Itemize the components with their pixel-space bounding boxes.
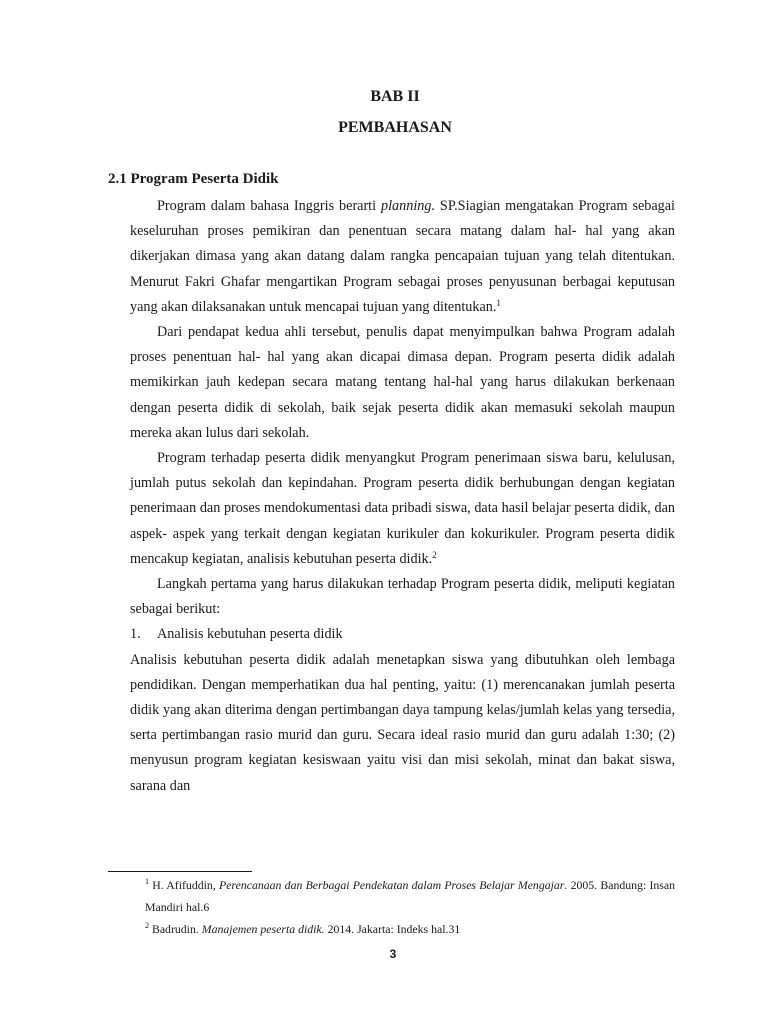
paragraph-text: Dari pendapat kedua ahli tersebut, penulis dapat menyimpulkan bahwa Program adalah proses penentuan hal- hal yang akan dicapai dimasa depan. Program peserta didik adalah memikirkan jauh kedepan secara matang tentang hal-hal yang harus dilakukan berkenaan dengan peserta didik di sekolah, baik sejak peserta didik akan memasuki sekolah maupun mereka akan lulus dari sekolah.: [130, 324, 675, 441]
footnote-mark: 2: [145, 921, 149, 930]
footnote-mark: 1: [145, 877, 149, 886]
footnote-2: [145, 918, 675, 940]
paragraph-text: Langkah pertama yang harus dilakukan terhadap Program peserta didik, meliputi kegiatan sebagai berikut:: [130, 576, 675, 618]
footnote-1: [145, 874, 675, 918]
list-number: 1.: [130, 626, 141, 643]
footnote-divider: [108, 871, 252, 872]
chapter-number: BAB II: [370, 88, 420, 105]
body-text: [130, 194, 675, 799]
footnote-reference[interactable]: 1: [496, 297, 501, 308]
footnote-text: 2014. Jakarta: Indeks hal.31: [324, 922, 461, 936]
paragraph: [130, 320, 675, 446]
list-body: Analisis kebutuhan peserta didik adalah menetapkan siswa yang dibutuhkan oleh lembaga pendidikan. Dengan memperhatikan dua hal penting, yaitu: (1) merencanakan jumlah peserta didik yang akan diterima dengan pertimbangan daya tampung kelas/jumlah kelas yang tersedia, serta pertimbangan rasio murid dan guru. Secara ideal rasio murid dan guru adalah 1:30; (2) menyusun program kegiatan kesiswaan yaitu visi dan misi sekolah, minat dan bakat siswa, sarana dan: [130, 651, 675, 794]
paragraph: [130, 446, 675, 572]
list-item: [130, 622, 675, 798]
paragraph-text: Program dalam bahasa Inggris berarti: [157, 198, 381, 214]
footnote-text: . 2005. Bandung: Insan Mandiri hal.6: [145, 878, 676, 914]
footnote-title: Manajemen peserta didik.: [201, 922, 325, 936]
section-title: 2.1 Program Peserta Didik: [108, 171, 279, 187]
footnote-text: Badrudin.: [149, 922, 202, 936]
footnotes: [145, 874, 675, 940]
paragraph: [130, 572, 675, 622]
chapter-title: PEMBAHASAN: [338, 119, 452, 136]
list-label: Analisis kebutuhan peserta didik: [157, 626, 343, 643]
page-number: 3: [389, 947, 397, 961]
paragraph: [130, 194, 675, 320]
footnote-reference[interactable]: 2: [432, 549, 437, 560]
footnote-text: H. Afifuddin,: [149, 878, 219, 892]
italic-term: planning.: [381, 198, 435, 214]
footnote-title: Perencanaan dan Berbagai Pendekatan dalam Proses Belajar Mengajar: [218, 878, 565, 892]
paragraph-text: SP.Siagian mengatakan Program sebagai keseluruhan proses pemikiran dan penentuan secara matang dalam hal- hal yang akan dikerjakan dimasa yang akan datang dalam rangka pencapaian tujuan yang telah ditentukan. Menurut Fakri Ghafar mengartikan Program sebagai proses penyusunan berbagai keputusan yang akan dilaksanakan untuk mencapai tujuan yang ditentukan.: [130, 198, 675, 315]
paragraph-text: Program terhadap peserta didik menyangkut Program penerimaan siswa baru, kelulusan, jumlah putus sekolah dan kepindahan. Program peserta didik berhubungan dengan kegiatan penerimaan dan proses mendokumentasi data pribadi siswa, data hasil belajar peserta didik, dan aspek- aspek yang terkait dengan kegiatan kurikuler dan kokurikuler. Program peserta didik mencakup kegiatan, analisis kebutuhan peserta didik.: [130, 450, 675, 567]
